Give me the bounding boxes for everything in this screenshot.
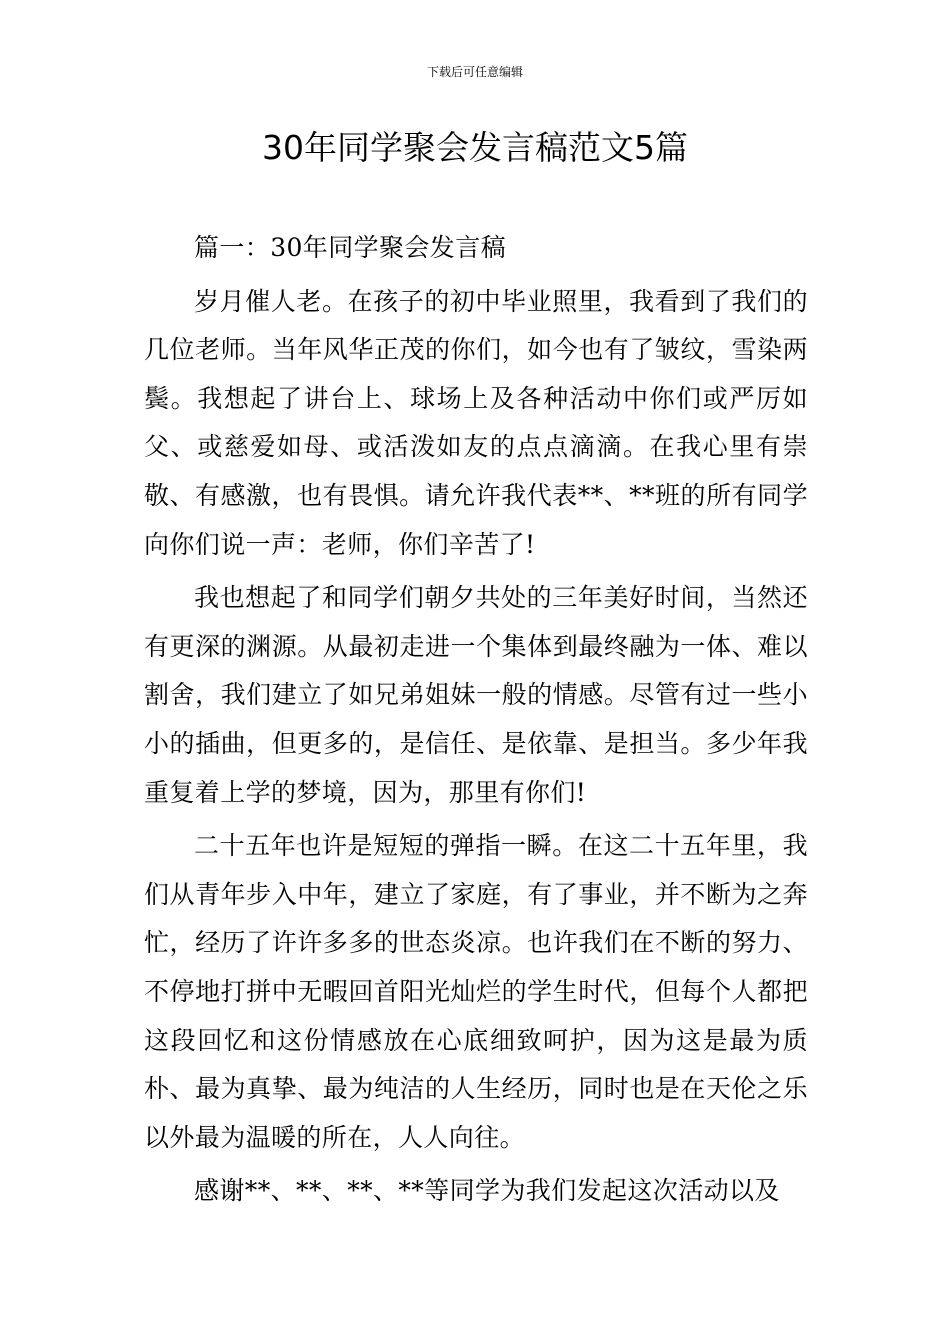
header-note: 下载后可任意编辑: [426, 65, 523, 79]
section-heading: 篇一：30年同学聚会发言稿: [194, 233, 507, 262]
document-title: 30年同学聚会发言稿范文5篇: [262, 128, 688, 167]
document-body: [144, 224, 808, 1221]
body-paragraph: 二十五年也许是短短的弹指一瞬。在这二十五年里，我们从青年步入中年，建立了家庭，有了事业，并不断为之奔忙，经历了许许多多的世态炎凉。也许我们在不断的努力、不停地打拼中无暇回首阳光灿烂的学生时代，但每个人都把这段回忆和这份情感放在心底细致呵护，因为这是最为质朴、最为真挚、最为纯洁的人生经历，同时也是在天伦之乐以外最为温暖的所在，人人向往。: [144, 831, 808, 1152]
body-paragraph: 我也想起了和同学们朝夕共处的三年美好时间，当然还有更深的渊源。从最初走进一个集体到最终融为一体、难以割舍，我们建立了如兄弟姐妹一般的情感。尽管有过一些小小的插曲，但更多的，是信任、是依靠、是担当。多少年我重复着上学的梦境，因为，那里有你们!: [144, 583, 808, 807]
body-paragraph: 岁月催人老。在孩子的初中毕业照里，我看到了我们的几位老师。当年风华正茂的你们，如今也有了皱纹，雪染两鬓。我想起了讲台上、球场上及各种活动中你们或严厉如父、或慈爱如母、或活泼如友的点点滴滴。在我心里有崇敬、有感激，也有畏惧。请允许我代表**、**班的所有同学向你们说一声：老师，你们辛苦了!: [144, 286, 808, 559]
body-paragraph: 感谢**、**、**、**等同学为我们发起这次活动以及: [194, 1176, 780, 1206]
